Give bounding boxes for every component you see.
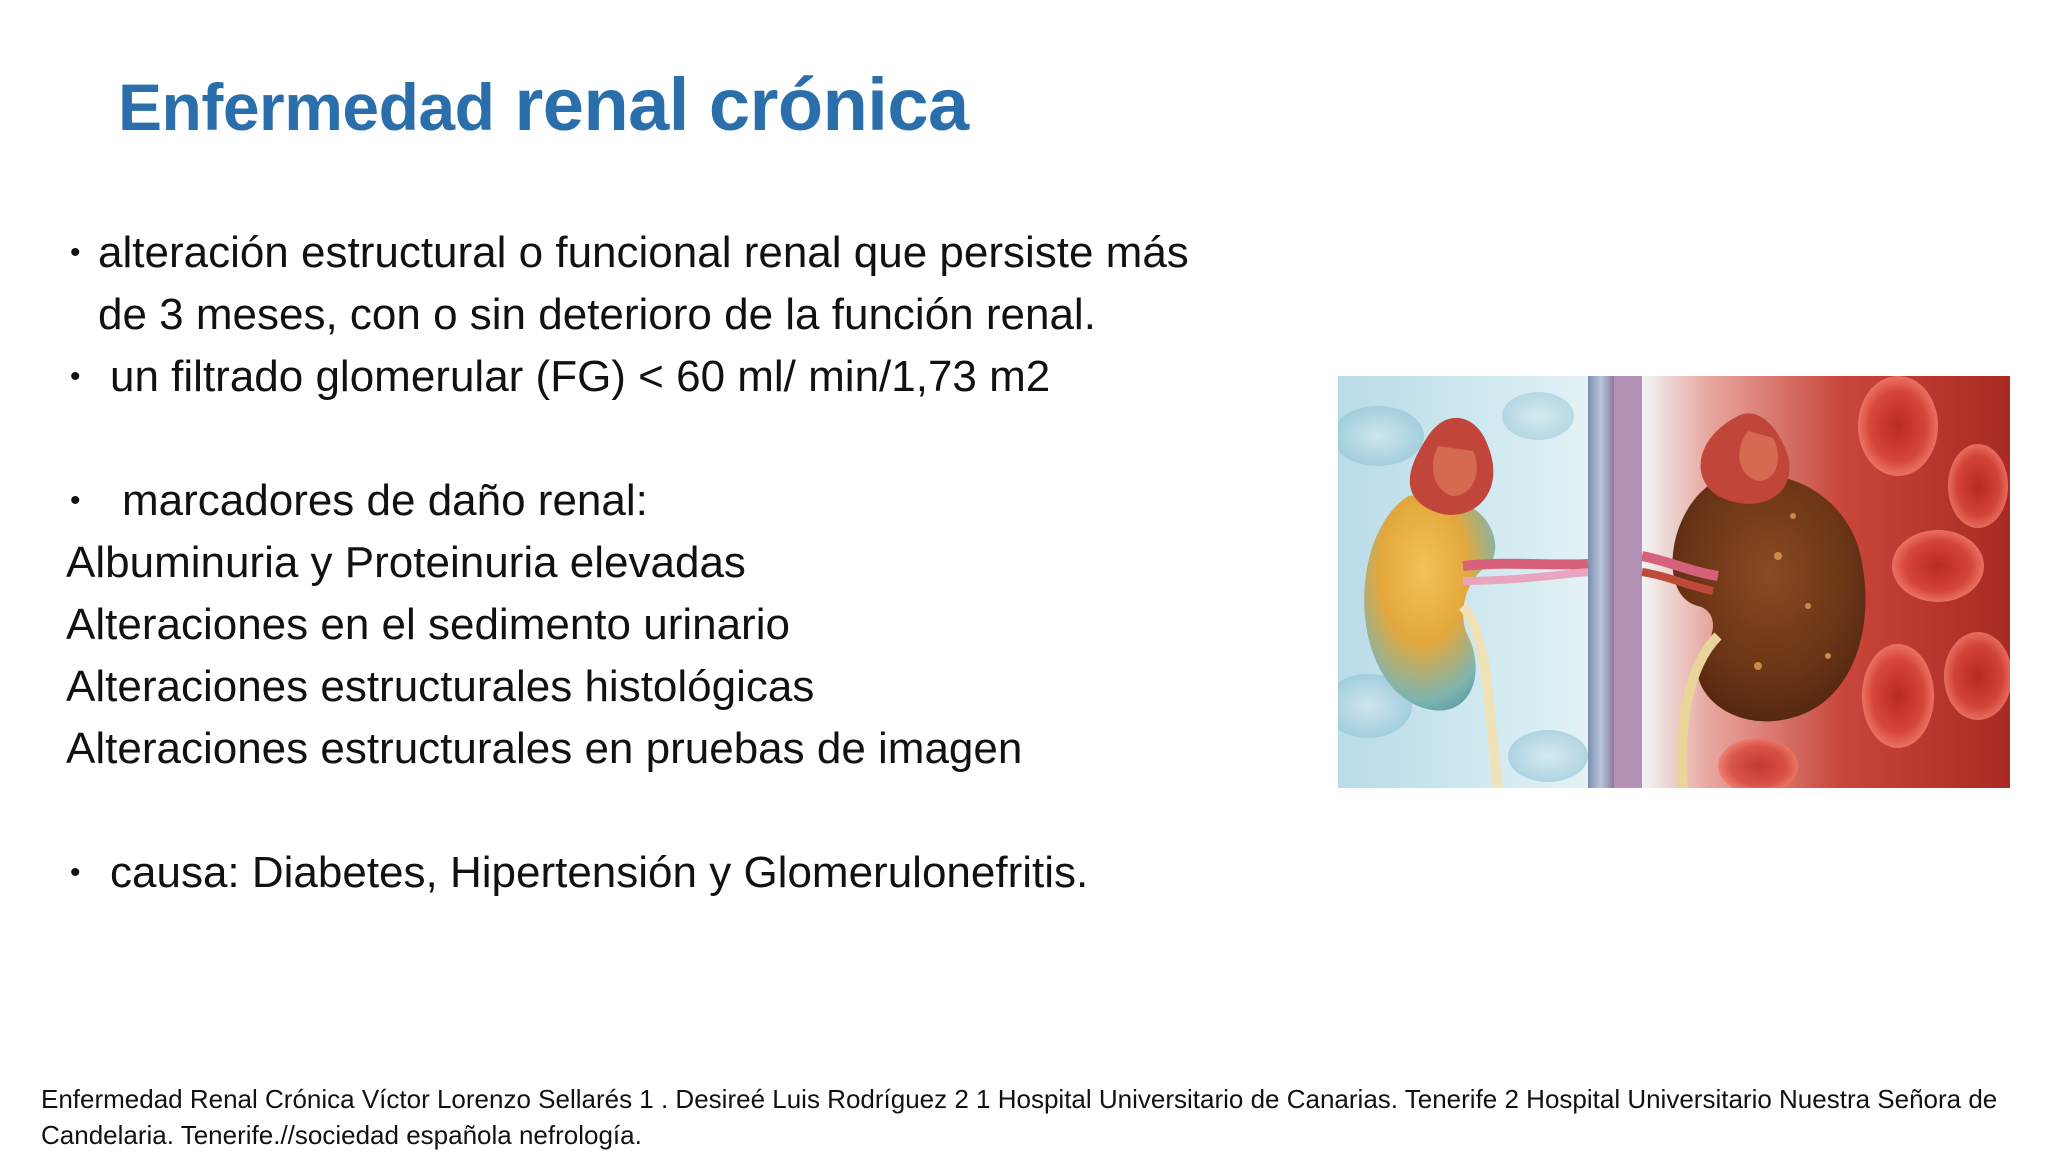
- bullet-dot: •: [70, 236, 81, 269]
- bullet-definition: [66, 222, 1248, 346]
- spacer: [66, 408, 1266, 470]
- bullet-text: alteración estructural o funcional renal que persiste más de 3 meses, con o sin deterioro de la función renal.: [98, 228, 1189, 339]
- bullet-text: marcadores de daño renal:: [122, 476, 648, 525]
- footer-citation: Enfermedad Renal Crónica Víctor Lorenzo Sellarés 1 . Desireé Luis Rodríguez 2 1 Hospital Universitario de Canarias. Tenerife 2 Hospital Universitario Nuestra Señora de Candelaria. Tenerife.//sociedad española nefrología.: [41, 1084, 1998, 1150]
- bullet-filtration: [66, 346, 1266, 408]
- marker-item: Alteraciones en el sedimento urinario: [66, 600, 790, 649]
- slide-body: [66, 222, 1266, 904]
- slide-title: [118, 62, 969, 147]
- bullet-cause: [66, 842, 1266, 904]
- bullet-dot: •: [70, 856, 81, 889]
- bullet-dot: •: [70, 360, 81, 393]
- marker-item: Alteraciones estructurales histológicas: [66, 662, 815, 711]
- marker-item: Alteraciones estructurales en pruebas de imagen: [66, 724, 1023, 773]
- bullet-markers: [66, 470, 1266, 532]
- spacer: [66, 780, 1266, 842]
- marker-item: Albuminuria y Proteinuria elevadas: [66, 538, 746, 587]
- bullet-text: un filtrado glomerular (FG) < 60 ml/ min/1,73 m2: [110, 352, 1051, 401]
- kidney-illustration-icon: [1338, 376, 2010, 788]
- title-part-2: renal crónica: [514, 63, 969, 146]
- bullet-dot: •: [70, 484, 81, 517]
- title-part-1: Enfermedad: [118, 70, 495, 144]
- bullet-text: causa: Diabetes, Hipertensión y Glomerulonefritis.: [110, 848, 1089, 897]
